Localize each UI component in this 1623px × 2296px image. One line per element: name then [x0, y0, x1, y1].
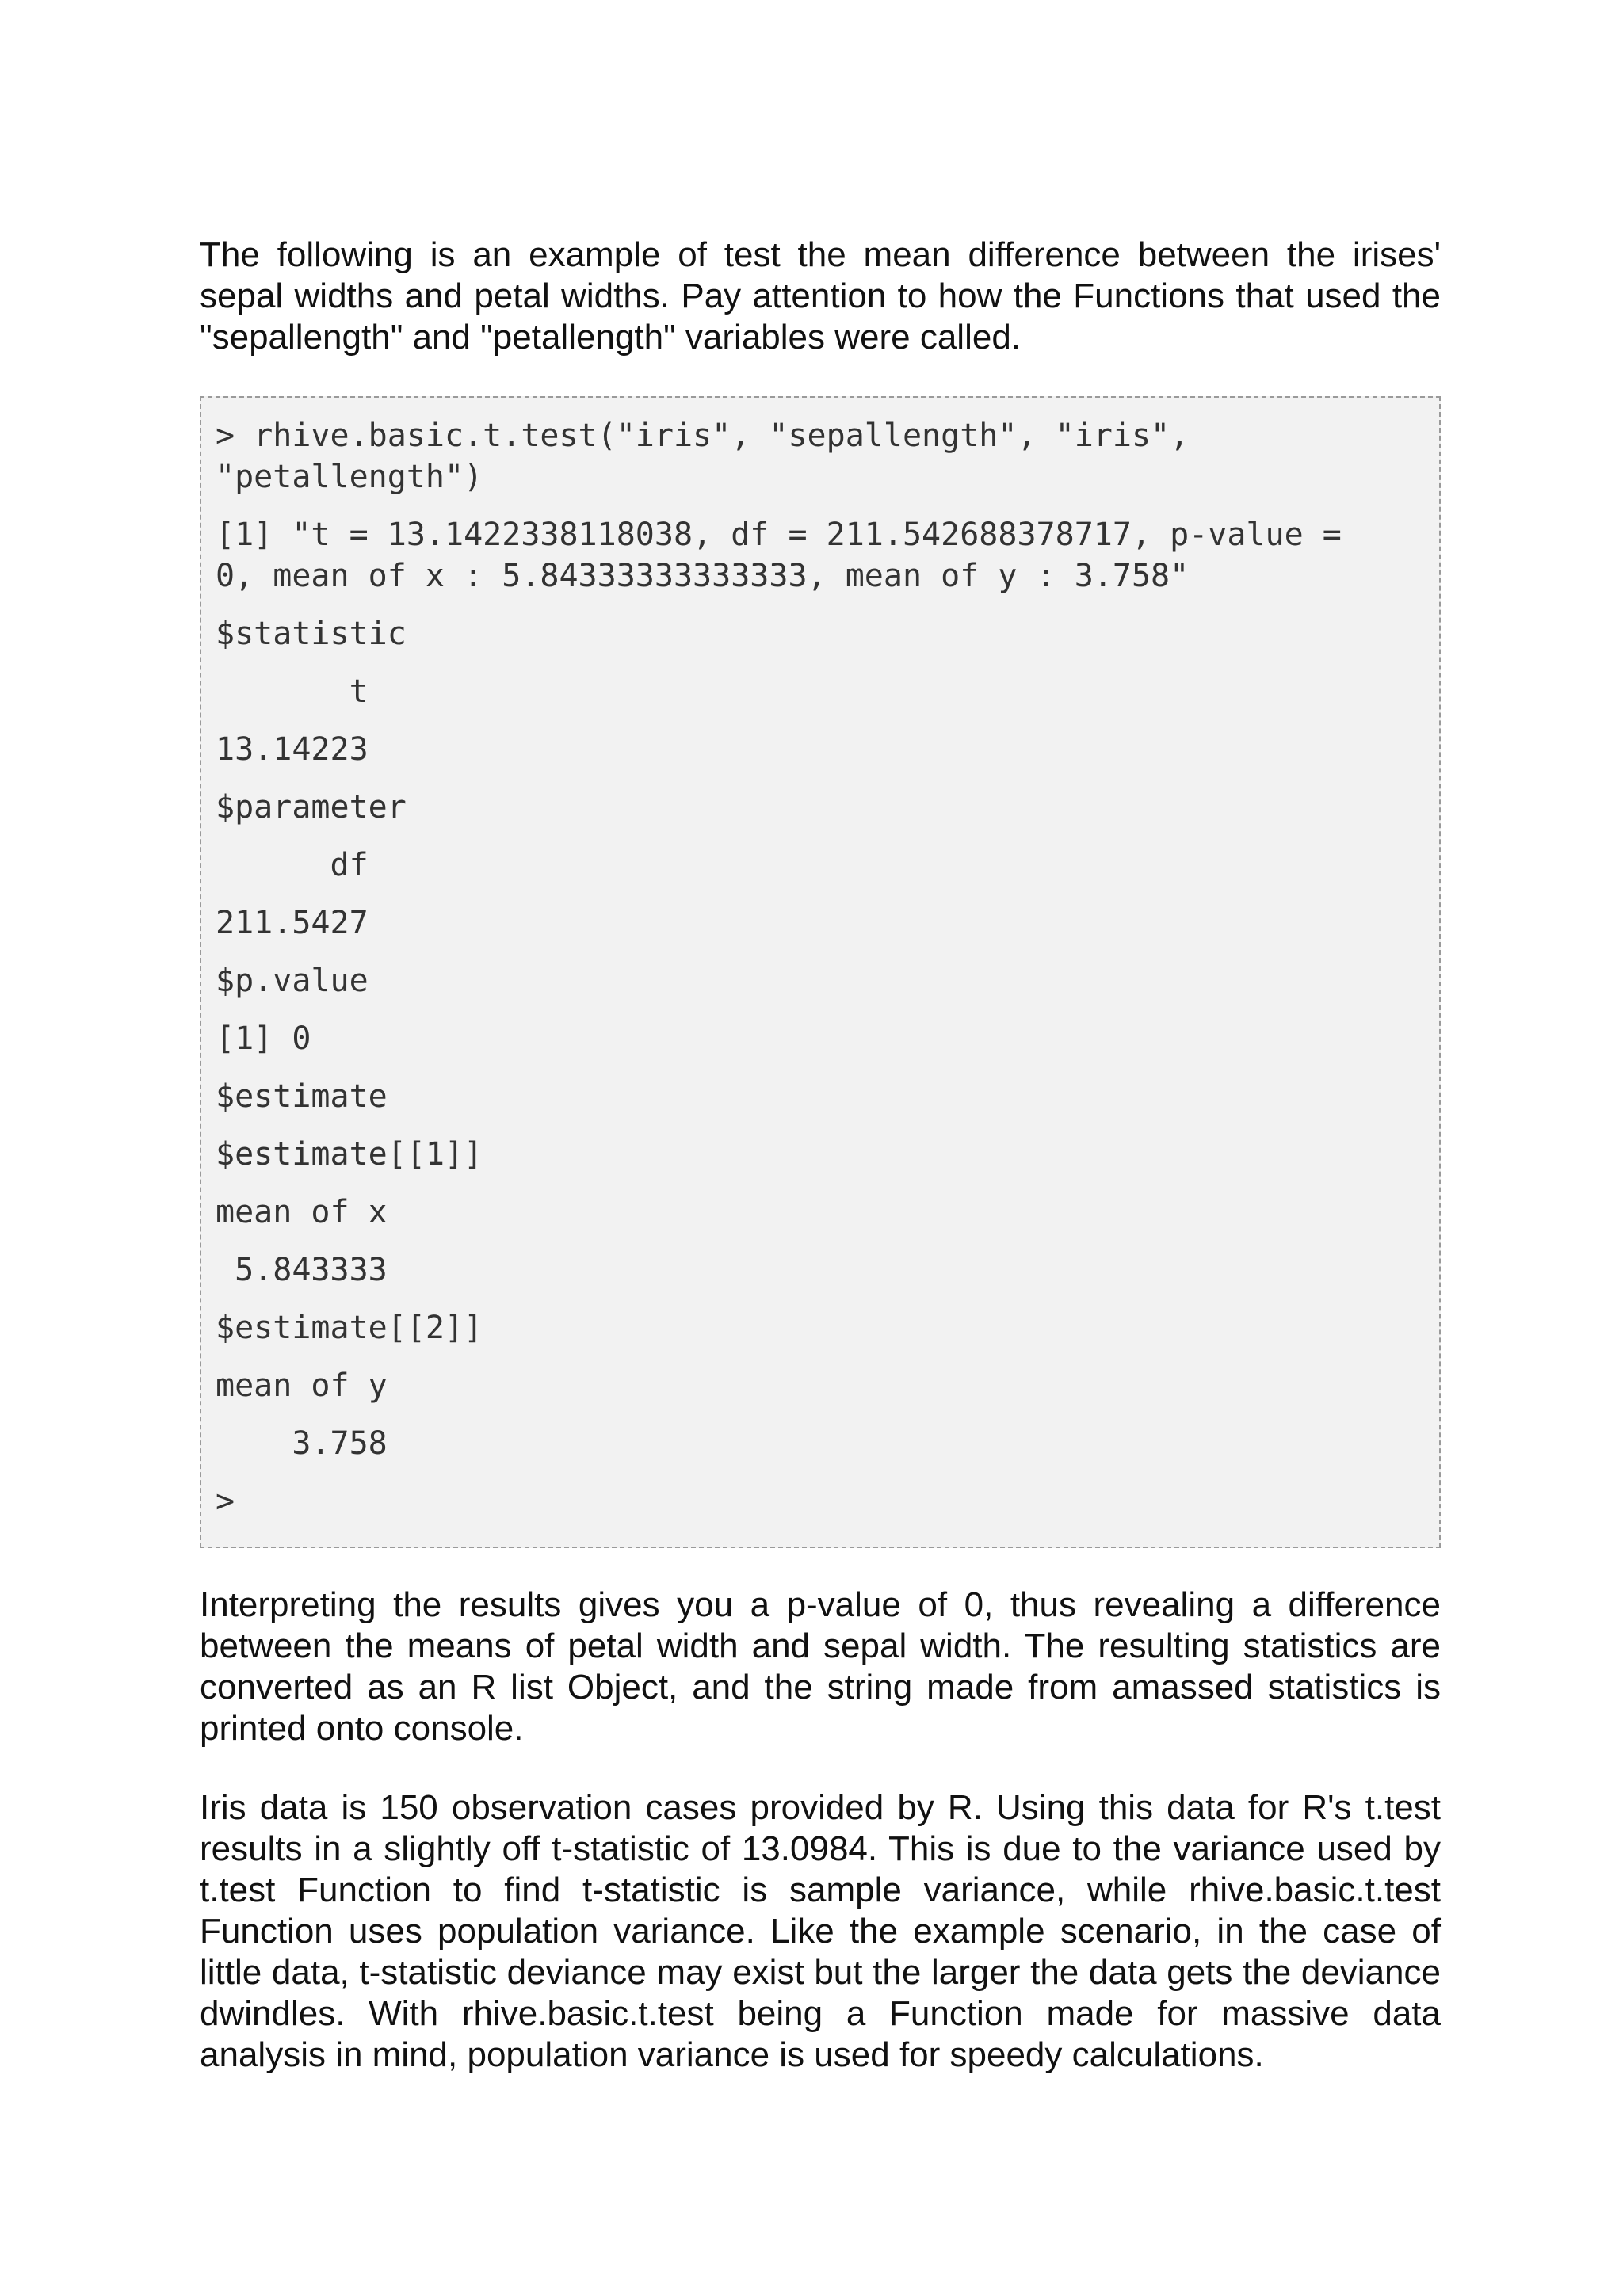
interpretation-paragraph: Interpreting the results gives you a p-value of 0, thus revealing a difference between the means of petal width and sepal width. The resulting statistics are converted as an R list Object, and the string made from amassed statistics is printed onto console.	[200, 1585, 1441, 1748]
code-line: $estimate[[1]]	[216, 1136, 483, 1173]
code-line: 13.14223	[216, 731, 369, 768]
code-line: >	[216, 1483, 235, 1520]
code-line: $estimate[[2]]	[216, 1310, 483, 1346]
iris-note-paragraph: Iris data is 150 observation cases provided by R. Using this data for R's t.test results in a slightly off t-statistic of 13.0984. This is due to the variance used by t.test Function to find t-statistic is sample variance, while rhive.basic.t.test Function uses population variance. Like the example scenario, in the case of little data, t-statistic deviance may exist but the larger the data gets the deviance dwindles. With rhive.basic.t.test being a Function made for massive data analysis in mind, population variance is used for speedy calculations.	[200, 1788, 1441, 2074]
code-line: t	[216, 673, 369, 710]
code-line: [1] 0	[216, 1020, 311, 1057]
code-line: [1] "t = 13.1422338118038, df = 211.542688378717, p-value = 0, mean of x : 5.84333333333333, mean of y : 3.758"	[216, 517, 1342, 594]
code-line: > rhive.basic.t.test("iris", "sepallength", "iris", "petallength")	[216, 418, 1190, 495]
code-line: 5.843333	[216, 1252, 388, 1288]
code-line: $p.value	[216, 963, 369, 999]
code-line: mean of y	[216, 1367, 388, 1404]
code-line: mean of x	[216, 1194, 388, 1230]
intro-paragraph: The following is an example of test the mean difference between the irises' sepal widths and petal widths. Pay attention to how the Functions that used the "sepallength" and "petallength" variables were called.	[200, 235, 1441, 357]
code-block	[200, 396, 1441, 1548]
code-line: $parameter	[216, 789, 407, 826]
code-line: $estimate	[216, 1078, 388, 1115]
code-line: 211.5427	[216, 905, 369, 941]
code-line: 3.758	[216, 1425, 388, 1462]
code-line: df	[216, 847, 369, 883]
code-line: $statistic	[216, 616, 407, 652]
